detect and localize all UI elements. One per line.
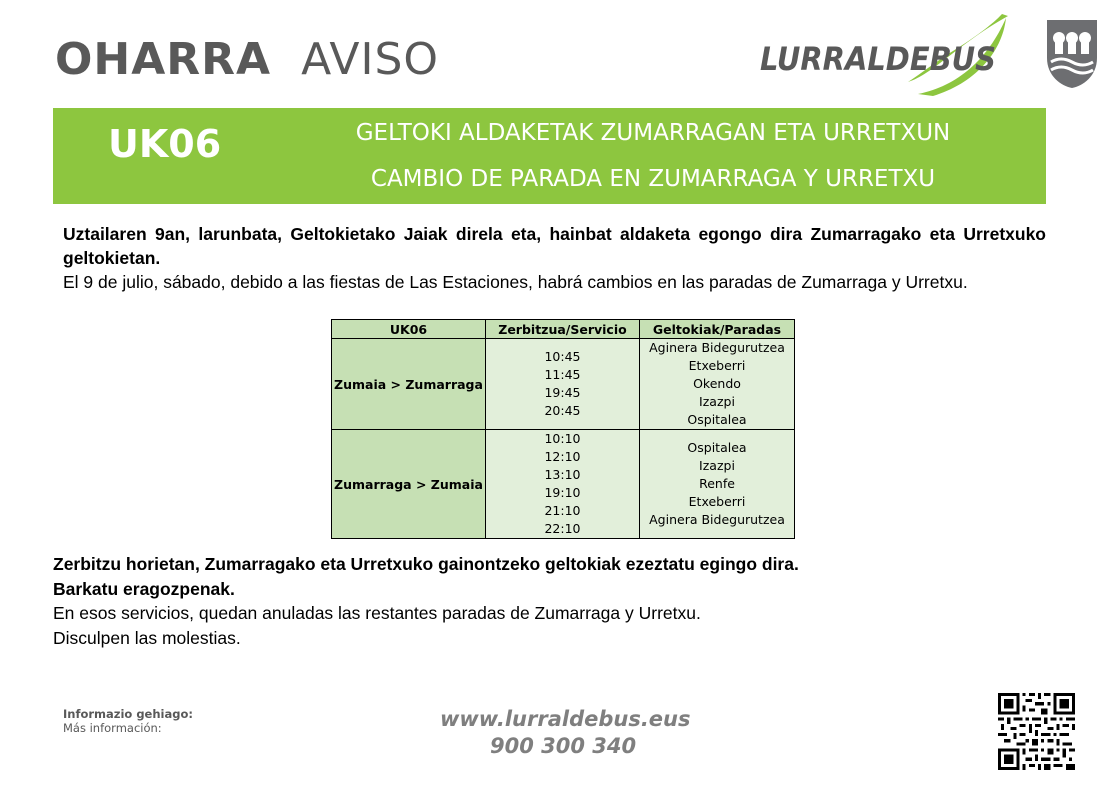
stop-name: Izazpi — [699, 458, 735, 473]
heading-word-es: AVISO — [301, 34, 440, 85]
note-eu-2: Barkatu eragozpenak. — [53, 578, 235, 599]
gipuzkoa-shield-icon — [1045, 18, 1099, 88]
more-info-label — [63, 707, 193, 735]
time-value: 20:45 — [544, 403, 581, 418]
stops-cell — [640, 339, 795, 430]
time-value: 19:45 — [544, 385, 581, 400]
intro-text — [63, 222, 1046, 294]
stop-name: Renfe — [699, 476, 735, 491]
time-value: 21:10 — [544, 503, 581, 518]
table-header-line: UK06 — [332, 320, 486, 339]
times-cell — [486, 339, 640, 430]
more-info-es: Más información: — [63, 721, 162, 735]
line-code: UK06 — [108, 122, 222, 166]
stop-name: Etxeberri — [688, 494, 746, 509]
intro-eu: Uztailaren 9an, larunbata, Geltokietako Jaiak direla eta, hainbat aldaketa egongo dira Zumarragako eta Urretxuko geltokietan. — [63, 224, 1046, 268]
phone-number: 900 300 340 — [490, 734, 637, 758]
banner-title-eu: GELTOKI ALDAKETAK ZUMARRAGAN ETA URRETXUN — [355, 120, 951, 146]
lurraldebus-logo — [758, 14, 1008, 98]
notice-banner — [53, 108, 1046, 204]
note-es-1: En esos servicios, quedan anuladas las restantes paradas de Zumarraga y Urretxu. — [53, 603, 701, 623]
time-value: 13:10 — [544, 467, 581, 482]
intro-es: El 9 de julio, sábado, debido a las fiestas de Las Estaciones, habrá cambios en las paradas de Zumarraga y Urretxu. — [63, 272, 968, 292]
more-info-eu: Informazio gehiago: — [63, 707, 193, 721]
table-header-service: Zerbitzua/Servicio — [486, 320, 640, 339]
stops-cell — [640, 430, 795, 539]
time-value: 11:45 — [544, 367, 581, 382]
banner-title-es: CAMBIO DE PARADA EN ZUMARRAGA Y URRETXU — [370, 166, 936, 192]
stop-name: Ospitalea — [687, 412, 747, 427]
table-row — [332, 430, 795, 539]
time-value: 22:10 — [544, 521, 581, 536]
direction-cell: Zumaia > Zumarraga — [332, 339, 486, 430]
closing-note — [53, 552, 1053, 650]
note-eu-1: Zerbitzu horietan, Zumarragako eta Urretxuko gainontzeko geltokiak ezeztatu egingo dira. — [53, 554, 799, 574]
heading-word-eu: OHARRA — [55, 34, 272, 85]
table-header-stops: Geltokiak/Paradas — [640, 320, 795, 339]
website-link[interactable]: www.lurraldebus.eus — [440, 707, 691, 731]
time-value: 12:10 — [544, 449, 581, 464]
page-heading — [55, 34, 439, 86]
direction-cell: Zumarraga > Zumaia — [332, 430, 486, 539]
stop-name: Ospitalea — [687, 440, 747, 455]
table-header-row — [332, 320, 795, 339]
stop-name: Aginera Bidegurutzea — [649, 340, 785, 355]
table-row — [332, 339, 795, 430]
stop-name: Okendo — [693, 376, 741, 391]
schedule-table — [331, 319, 795, 539]
logo-text: LURRALDEBUS — [760, 40, 996, 78]
time-value: 19:10 — [544, 485, 581, 500]
qr-code-icon[interactable] — [998, 693, 1075, 770]
stop-name: Etxeberri — [688, 358, 746, 373]
stop-name: Izazpi — [699, 394, 735, 409]
times-cell — [486, 430, 640, 539]
time-value: 10:10 — [544, 431, 581, 446]
time-value: 10:45 — [544, 349, 581, 364]
note-es-2: Disculpen las molestias. — [53, 627, 241, 648]
stop-name: Aginera Bidegurutzea — [649, 512, 785, 527]
